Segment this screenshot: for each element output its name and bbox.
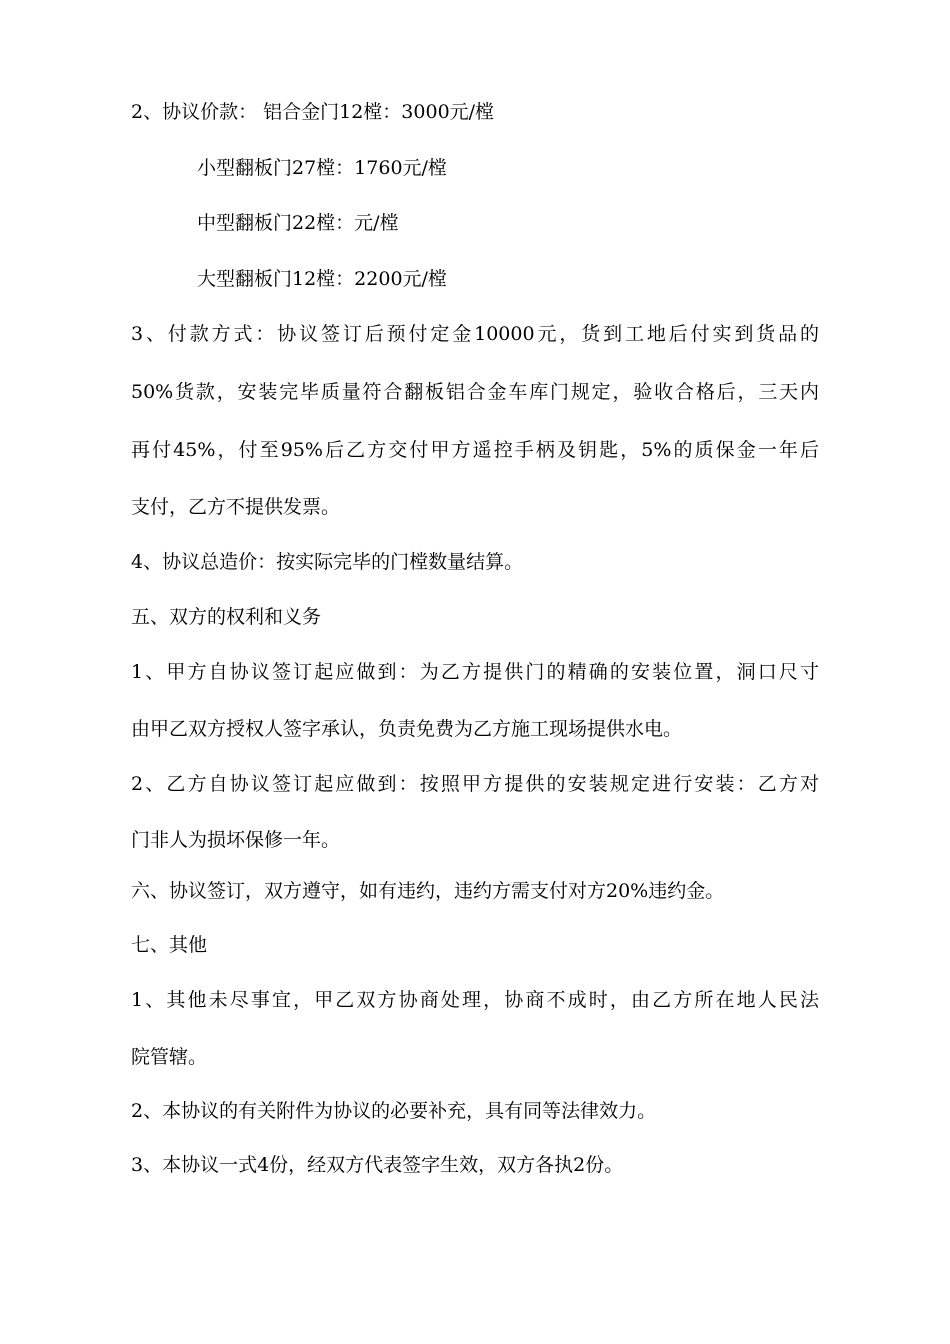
payment-clause-line-4: 支付，乙方不提供发票。 [131, 496, 341, 518]
other-clause-1-line-2: 院管辖。 [131, 1046, 208, 1068]
price-item-small-flip-door: 小型翻板门27樘：1760元/樘 [197, 157, 447, 179]
payment-clause-line-1: 3、付款方式：协议签订后预付定金10000元，货到工地后付实到货品的 [131, 323, 819, 345]
other-clause-1-line-1: 1、其他未尽事宜，甲乙双方协商处理，协商不成时，由乙方所在地人民法 [131, 989, 819, 1011]
payment-clause-line-3: 再付45%，付至95%后乙方交付甲方遥控手柄及钥匙，5%的质保金一年后 [131, 439, 819, 461]
price-clause-aluminum-door: 2、协议价款： 铝合金门12樘：3000元/樘 [131, 101, 495, 123]
section-heading-other: 七、其他 [131, 934, 208, 956]
payment-clause-line-2: 50%货款，安装完毕质量符合翻板铝合金车库门规定，验收合格后，三天内 [131, 381, 819, 403]
section-heading-rights-obligations: 五、双方的权利和义务 [131, 606, 322, 628]
section-heading-agreement-signing: 六、协议签订，双方遵守，如有违约，违约方需支付对方20%违约金。 [131, 880, 725, 902]
party-b-obligation-line-1: 2、乙方自协议签订起应做到：按照甲方提供的安装规定进行安装：乙方对 [131, 773, 819, 795]
party-b-obligation-line-2: 门非人为损坏保修一年。 [131, 829, 341, 851]
party-a-obligation-line-1: 1、甲方自协议签订起应做到：为乙方提供门的精确的安装位置，洞口尺寸 [131, 661, 819, 683]
party-a-obligation-line-2: 由甲乙双方授权人签字承认，负责免费为乙方施工现场提供水电。 [131, 718, 683, 740]
other-clause-3: 3、本协议一式4份，经双方代表签字生效，双方各执2份。 [131, 1154, 624, 1176]
total-price-clause: 4、协议总造价：按实际完毕的门樘数量结算。 [131, 551, 524, 573]
other-clause-2: 2、本协议的有关附件为协议的必要补充，具有同等法律效力。 [131, 1100, 657, 1122]
price-item-medium-flip-door: 中型翻板门22樘：元/樘 [197, 212, 399, 234]
price-item-large-flip-door: 大型翻板门12樘：2200元/樘 [197, 268, 447, 290]
